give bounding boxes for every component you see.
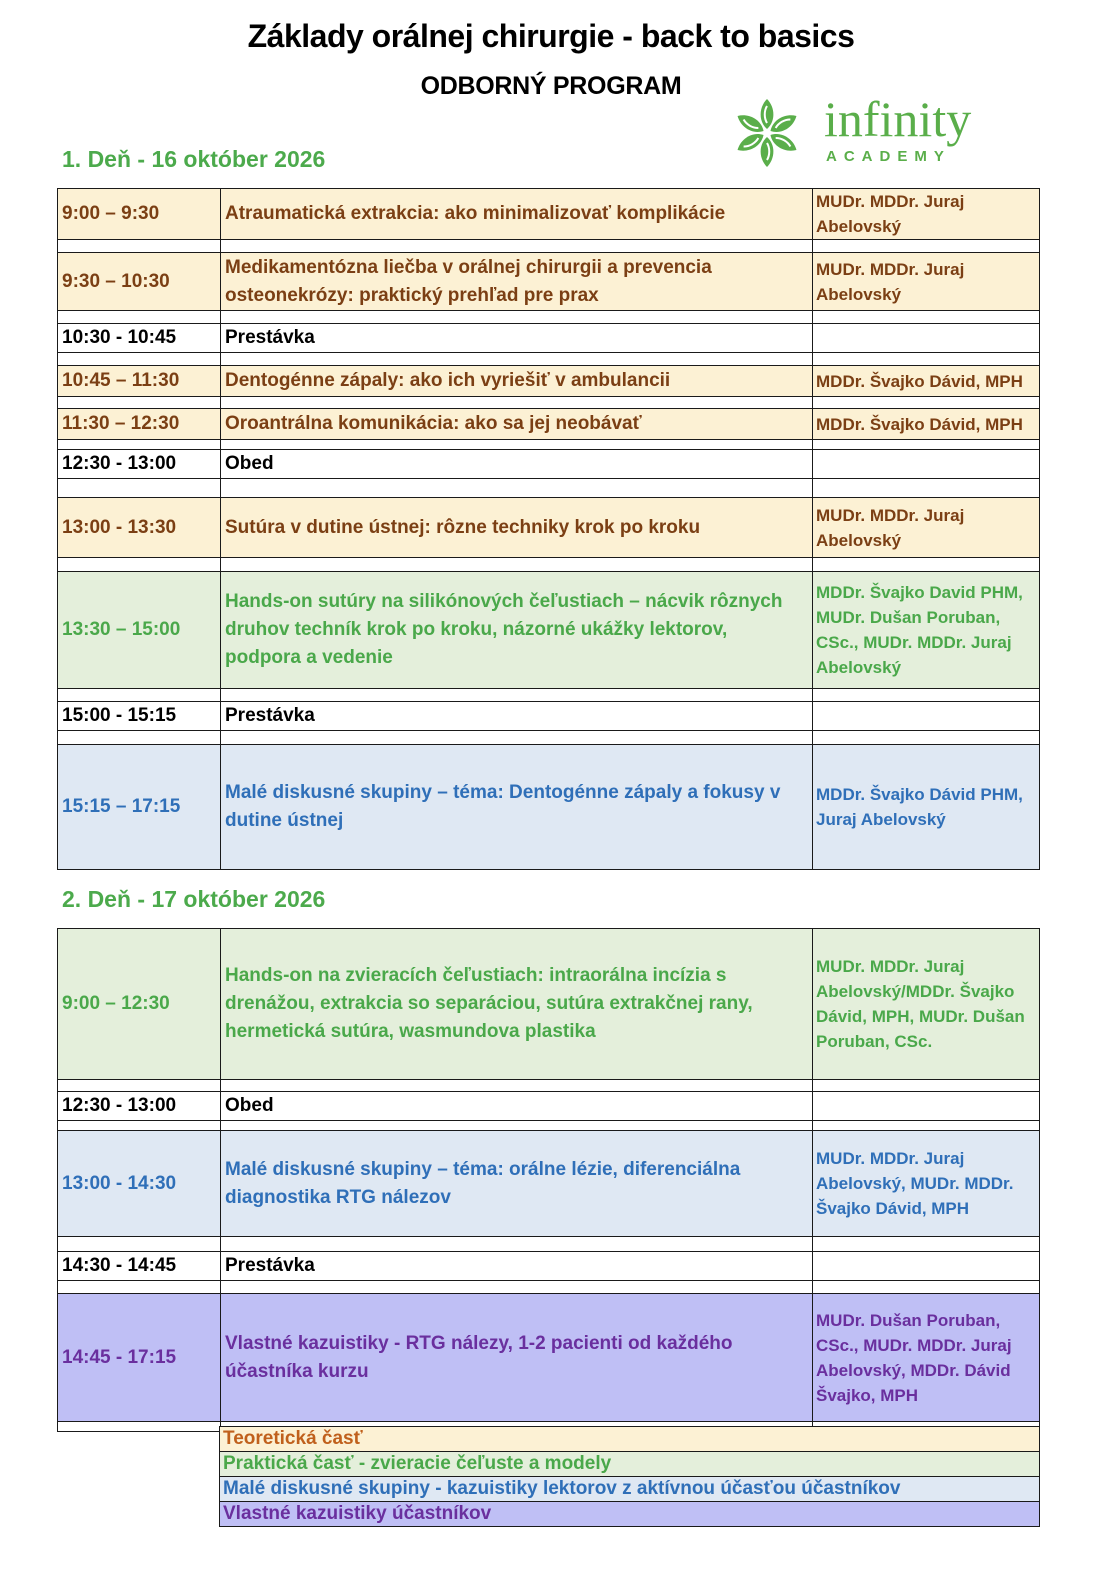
- session-topic: Medikamentózna liečba v orálnej chirurgii a prevencia osteonekrózy: praktický prehľad pre prax: [221, 253, 813, 311]
- session-topic: Obed: [221, 1092, 813, 1121]
- day-2-schedule-table: [57, 928, 1040, 1432]
- spacer-cell: [813, 1121, 1040, 1131]
- session-lecturer: [813, 324, 1040, 353]
- spacer-row: [58, 689, 1040, 702]
- session-time: 9:30 – 10:30: [58, 253, 221, 311]
- spacer-cell: [221, 1080, 813, 1092]
- spacer-row: [58, 479, 1040, 498]
- spacer-cell: [813, 311, 1040, 324]
- day-1-heading: 1. Deň - 16 október 2026: [62, 146, 326, 172]
- day-2-heading: 2. Deň - 17 október 2026: [62, 886, 326, 912]
- session-topic: Atraumatická extrakcia: ako minimalizovať komplikácie: [221, 189, 813, 240]
- session-topic: Oroantrálna komunikácia: ako sa jej neobávať: [221, 409, 813, 440]
- spacer-cell: [813, 1080, 1040, 1092]
- spacer-cell: [58, 353, 221, 366]
- break-row: [58, 1252, 1040, 1281]
- break-row: [58, 450, 1040, 479]
- spacer-cell: [58, 311, 221, 324]
- spacer-cell: [221, 731, 813, 745]
- spacer-cell: [813, 240, 1040, 253]
- session-topic: Prestávka: [221, 324, 813, 353]
- session-topic: Sutúra v dutine ústnej: rôzne techniky krok po kroku: [221, 498, 813, 558]
- spacer-cell: [813, 397, 1040, 409]
- session-lecturer: MDDr. Švajko Dávid, MPH: [813, 409, 1040, 440]
- session-row: [58, 1294, 1040, 1422]
- break-row: [58, 1092, 1040, 1121]
- session-lecturer: MDDr. Švajko David PHM, MUDr. Dušan Poruban, CSc., MUDr. MDDr. Juraj Abelovský: [813, 572, 1040, 689]
- session-topic: Malé diskusné skupiny – téma: orálne lézie, diferenciálna diagnostika RTG nálezov: [221, 1131, 813, 1237]
- session-topic: Prestávka: [221, 702, 813, 731]
- spacer-row: [58, 440, 1040, 450]
- legend-practice: Praktická časť - zvieracie čeľuste a modely: [220, 1452, 1040, 1477]
- spacer-cell: [58, 689, 221, 702]
- session-time: 13:30 – 15:00: [58, 572, 221, 689]
- spacer-cell: [221, 1281, 813, 1294]
- session-lecturer: MUDr. MDDr. Juraj Abelovský: [813, 253, 1040, 311]
- session-time: 12:30 - 13:00: [58, 1092, 221, 1121]
- session-time: 13:00 - 13:30: [58, 498, 221, 558]
- spacer-cell: [221, 479, 813, 498]
- session-lecturer: MUDr. MDDr. Juraj Abelovský: [813, 189, 1040, 240]
- document-title: Základy orálnej chirurgie - back to basics: [247, 18, 855, 54]
- session-lecturer: [813, 1252, 1040, 1281]
- session-row: [58, 572, 1040, 689]
- spacer-cell: [58, 1237, 221, 1252]
- spacer-cell: [813, 558, 1040, 572]
- spacer-cell: [58, 1121, 221, 1131]
- session-time: 15:15 – 17:15: [58, 745, 221, 870]
- spacer-cell: [58, 558, 221, 572]
- infinity-academy-logo: [726, 91, 1006, 170]
- break-row: [58, 324, 1040, 353]
- session-topic: Prestávka: [221, 1252, 813, 1281]
- session-time: 9:00 – 9:30: [58, 189, 221, 240]
- session-row: [58, 366, 1040, 397]
- spacer-row: [58, 311, 1040, 324]
- spacer-cell: [221, 240, 813, 253]
- session-row: [58, 1131, 1040, 1237]
- session-topic: Hands-on sutúry na silikónových čeľustiach – nácvik rôznych druhov techník krok po kroku, názorné ukážky lektorov, podpora a vedenie: [221, 572, 813, 689]
- session-topic: Dentogénne zápaly: ako ich vyriešiť v ambulancii: [221, 366, 813, 397]
- session-lecturer: [813, 450, 1040, 479]
- legend-discussion: Malé diskusné skupiny - kazuistiky lektorov z aktívnou účasťou účastníkov: [220, 1477, 1040, 1502]
- spacer-row: [58, 353, 1040, 366]
- spacer-cell: [58, 1281, 221, 1294]
- spacer-cell: [221, 558, 813, 572]
- session-row: [58, 253, 1040, 311]
- session-time: 10:45 – 11:30: [58, 366, 221, 397]
- session-time: 12:30 - 13:00: [58, 450, 221, 479]
- spacer-row: [58, 731, 1040, 745]
- spacer-cell: [221, 440, 813, 450]
- session-time: 15:00 - 15:15: [58, 702, 221, 731]
- session-time: 11:30 – 12:30: [58, 409, 221, 440]
- session-lecturer: MUDr. MDDr. Juraj Abelovský: [813, 498, 1040, 558]
- session-topic: Vlastné kazuistiky - RTG nálezy, 1-2 pacienti od každého účastníka kurzu: [221, 1294, 813, 1422]
- logo-subtitle: ACADEMY: [826, 148, 951, 165]
- day-1-schedule-table: [57, 188, 1040, 870]
- spacer-row: [58, 1237, 1040, 1252]
- spacer-cell: [221, 1121, 813, 1131]
- session-lecturer: MDDr. Švajko Dávid PHM, Juraj Abelovský: [813, 745, 1040, 870]
- spacer-cell: [813, 440, 1040, 450]
- session-time: 9:00 – 12:30: [58, 929, 221, 1080]
- session-lecturer: MUDr. MDDr. Juraj Abelovský/MDDr. Švajko Dávid, MPH, MUDr. Dušan Poruban, CSc.: [813, 929, 1040, 1080]
- session-row: [58, 409, 1040, 440]
- spacer-row: [58, 1281, 1040, 1294]
- session-time: 14:30 - 14:45: [58, 1252, 221, 1281]
- legend-theory: Teoretická časť: [220, 1427, 1040, 1452]
- session-row: [58, 929, 1040, 1080]
- session-topic: Hands-on na zvieracích čeľustiach: intraorálna incízia s drenážou, extrakcia so separáciou, sutúra extrakčnej rany, hermetická sutúra, wasmundova plastika: [221, 929, 813, 1080]
- session-lecturer: [813, 702, 1040, 731]
- session-lecturer: MDDr. Švajko Dávid, MPH: [813, 366, 1040, 397]
- session-time: 13:00 - 14:30: [58, 1131, 221, 1237]
- spacer-cell: [813, 731, 1040, 745]
- session-row: [58, 745, 1040, 870]
- spacer-cell: [221, 397, 813, 409]
- spacer-cell: [58, 397, 221, 409]
- legend-own-cases: Vlastné kazuistiky účastníkov: [220, 1502, 1040, 1527]
- session-row: [58, 498, 1040, 558]
- spacer-cell: [221, 311, 813, 324]
- session-lecturer: [813, 1092, 1040, 1121]
- session-time: 10:30 - 10:45: [58, 324, 221, 353]
- leaf-flower-icon: [726, 96, 808, 170]
- session-lecturer: MUDr. Dušan Poruban, CSc., MUDr. MDDr. Juraj Abelovský, MDDr. Dávid Švajko, MPH: [813, 1294, 1040, 1422]
- session-topic: Obed: [221, 450, 813, 479]
- spacer-cell: [221, 1237, 813, 1252]
- session-row: [58, 189, 1040, 240]
- break-row: [58, 702, 1040, 731]
- logo-wordmark: infinity: [824, 91, 972, 147]
- spacer-cell: [58, 440, 221, 450]
- spacer-cell: [813, 353, 1040, 366]
- spacer-cell: [58, 479, 221, 498]
- session-topic: Malé diskusné skupiny – téma: Dentogénne zápaly a fokusy v dutine ústnej: [221, 745, 813, 870]
- spacer-cell: [813, 689, 1040, 702]
- document-subtitle: ODBORNÝ PROGRAM: [420, 72, 682, 100]
- spacer-cell: [813, 479, 1040, 498]
- session-time: 14:45 - 17:15: [58, 1294, 221, 1422]
- spacer-cell: [221, 689, 813, 702]
- spacer-cell: [58, 731, 221, 745]
- spacer-cell: [58, 1080, 221, 1092]
- spacer-cell: [58, 240, 221, 253]
- spacer-cell: [813, 1237, 1040, 1252]
- spacer-cell: [813, 1281, 1040, 1294]
- spacer-row: [58, 1121, 1040, 1131]
- color-legend: [219, 1426, 1040, 1527]
- spacer-row: [58, 558, 1040, 572]
- spacer-row: [58, 1080, 1040, 1092]
- spacer-cell: [58, 1422, 221, 1432]
- session-lecturer: MUDr. MDDr. Juraj Abelovský, MUDr. MDDr. Švajko Dávid, MPH: [813, 1131, 1040, 1237]
- spacer-row: [58, 397, 1040, 409]
- spacer-row: [58, 240, 1040, 253]
- spacer-cell: [221, 353, 813, 366]
